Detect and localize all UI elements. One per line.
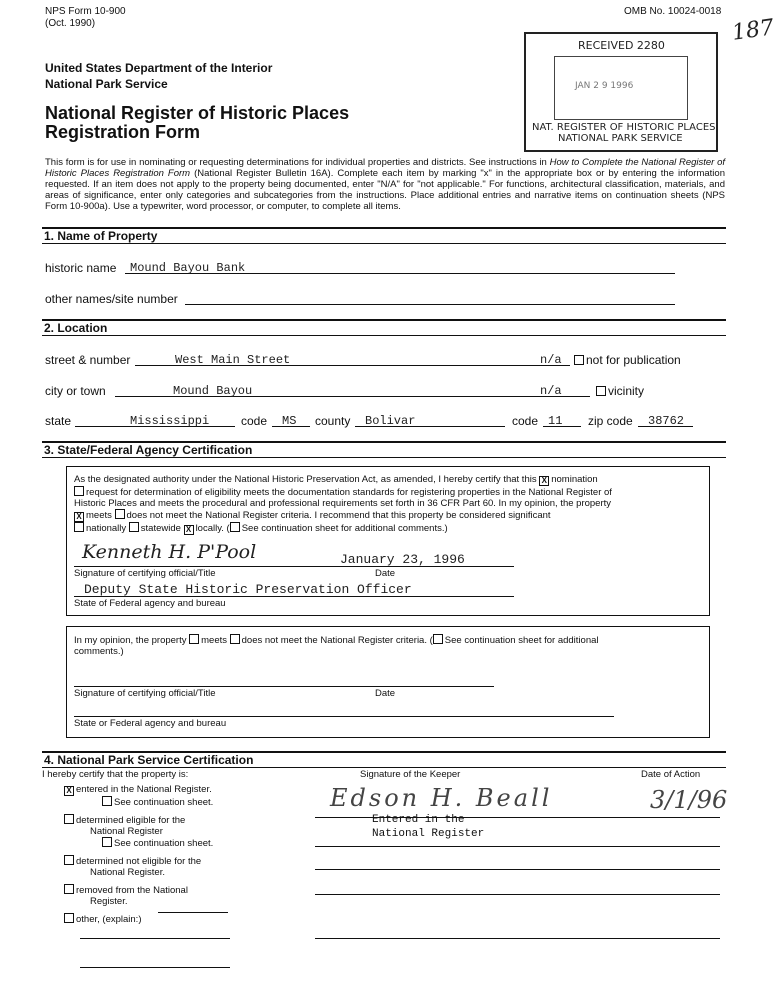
- form-title-line2: Registration Form: [45, 122, 201, 142]
- stamp-line1: NAT. REGISTER OF HISTORIC PLACES: [532, 122, 716, 133]
- signature-line-2: [74, 686, 494, 687]
- section1-heading: 1. Name of Property: [42, 227, 726, 244]
- eligible-continuation-checkbox[interactable]: [102, 837, 112, 847]
- other-names-label: other names/site number: [45, 292, 178, 306]
- locally-checkbox[interactable]: X: [184, 525, 194, 535]
- nomination-checkbox[interactable]: X: [539, 476, 549, 486]
- corner-handwritten-mark: 187: [730, 15, 776, 46]
- intro-paragraph: This form is for use in nominating or requesting determinations for individual properties and districts. See instructions in How to Complete the National Register of Historic Places Registration Form (National Register Bulletin 16A). Complete each item by marking "x" in the appropriate box or by entering the information requested. If an item does not apply to the property being documented, enter "N/A" for "not applicable." For functions, architectural classification, materials, and areas of significance, enter only categories and subcategories from the instructions. Place additional entries and narrative items on continuation sheets (NPS Form 10-900a). Use a typewriter, word processor, or computer, to complete all items.: [45, 157, 726, 212]
- continuation-checkbox[interactable]: [230, 522, 240, 532]
- keeper-label: Signature of the Keeper: [360, 769, 461, 780]
- stamp-line2: NATIONAL PARK SERVICE: [558, 133, 683, 144]
- street-na[interactable]: n/a: [540, 353, 562, 367]
- nationally-checkbox[interactable]: [74, 522, 84, 532]
- date-label-2: Date: [375, 688, 396, 699]
- state-value[interactable]: Mississippi: [130, 414, 210, 428]
- street-value[interactable]: West Main Street: [175, 353, 291, 367]
- signature-label-2: Signature of certifying official/Title: [74, 688, 216, 699]
- signature-line-1: [74, 566, 514, 567]
- state-label: state: [45, 414, 72, 428]
- form-date: (Oct. 1990): [45, 18, 96, 29]
- agency-label-2: State or Federal agency and bureau: [74, 718, 227, 729]
- section2-heading: 2. Location: [42, 319, 726, 336]
- agency-line-1: [74, 596, 514, 597]
- other-names-line: [185, 304, 675, 305]
- opinion-meets-checkbox[interactable]: [189, 634, 199, 644]
- other-explain-line-3: [80, 967, 230, 968]
- agency-line-2: [74, 716, 614, 717]
- date-of-action-label: Date of Action: [641, 769, 701, 780]
- does-not-meet-checkbox[interactable]: [115, 509, 125, 519]
- meets-checkbox[interactable]: X: [74, 512, 84, 522]
- opinion-does-not-meet-checkbox[interactable]: [230, 634, 240, 644]
- not-eligible-checkbox[interactable]: [64, 855, 74, 865]
- certifying-signature: Kenneth H. P'Pool: [82, 541, 257, 563]
- zip-label: zip code: [588, 414, 633, 428]
- keeper-signature: Edson H. Beall: [330, 784, 553, 812]
- received-stamp: [524, 32, 718, 152]
- keeper-line-5: [315, 938, 720, 939]
- other-checkbox[interactable]: [64, 913, 74, 923]
- county-label: county: [315, 414, 351, 428]
- county-code-value[interactable]: 11: [548, 414, 563, 428]
- stamp-date: JAN 2 9 1996: [575, 81, 634, 91]
- state-code-label: code: [241, 414, 268, 428]
- entered-continuation-checkbox[interactable]: [102, 796, 112, 806]
- certification-paragraph: As the designated authority under the National Historic Preservation Act, as amended, I hereby certify that this X nomination request for determination of eligibility meets the documentation standards for registering properties in the National Register of Historic Places and meets the procedural and professional requirements set forth in 36 CFR Part 60. In my opinion, the property X meets does not meet the National Register criteria. I recommend that this property be considered significant nationally statewide X locally. ( See continuation sheet for additional comments.): [74, 474, 612, 534]
- state-code-value[interactable]: MS: [282, 414, 297, 428]
- historic-name-value[interactable]: Mound Bayou Bank: [130, 261, 246, 275]
- vicinity-checkbox[interactable]: [596, 386, 606, 396]
- determination-checkbox[interactable]: [74, 486, 84, 496]
- county-value[interactable]: Bolivar: [365, 414, 416, 428]
- keeper-line-4: [315, 894, 720, 895]
- street-label: street & number: [45, 353, 131, 367]
- entered-stamp-line2: National Register: [372, 828, 485, 840]
- vicinity[interactable]: vicinity: [596, 384, 644, 398]
- removed-checkbox[interactable]: [64, 884, 74, 894]
- other-explain-line-2: [80, 938, 230, 939]
- not-for-publication[interactable]: not for publication: [574, 353, 681, 367]
- opinion-continuation-checkbox[interactable]: [433, 634, 443, 644]
- stamp-received: RECEIVED 2280: [578, 39, 665, 52]
- department-name: United States Department of the Interior: [45, 61, 273, 75]
- county-code-label: code: [512, 414, 539, 428]
- zip-value[interactable]: 38762: [648, 414, 685, 428]
- section3-heading: 3. State/Federal Agency Certification: [42, 441, 726, 458]
- other-explain-line-1: [158, 912, 228, 913]
- historic-name-label: historic name: [45, 261, 117, 275]
- entered-checkbox[interactable]: X: [64, 786, 74, 796]
- city-value[interactable]: Mound Bayou: [173, 384, 253, 398]
- nps-options: X entered in the National Register. See continuation sheet. determined eligible for the National Register See continuation sheet. determined not eligible for the National Register. removed from the National Register. other, (explain:): [64, 784, 304, 925]
- statewide-checkbox[interactable]: [129, 522, 139, 532]
- keeper-line-3: [315, 869, 720, 870]
- city-label: city or town: [45, 384, 106, 398]
- action-date-value[interactable]: 3/1/96: [650, 786, 728, 814]
- stamp-inner-box: [554, 56, 688, 120]
- opinion-paragraph: In my opinion, the property meets does not meet the National Register criteria. ( See continuation sheet for additional comments.): [74, 635, 599, 657]
- omb-number: OMB No. 10024-0018: [624, 6, 722, 17]
- certification-date-value[interactable]: January 23, 1996: [340, 552, 465, 567]
- eligible-checkbox[interactable]: [64, 814, 74, 824]
- entered-stamp-line1: Entered in the: [372, 814, 465, 826]
- official-title-value[interactable]: Deputy State Historic Preservation Officer: [84, 582, 412, 597]
- form-title-line1: National Register of Historic Places: [45, 103, 350, 123]
- service-name: National Park Service: [45, 77, 168, 91]
- date-label-1: Date: [375, 568, 396, 579]
- form-number: NPS Form 10-900: [45, 6, 126, 17]
- agency-label-1: State of Federal agency and bureau: [74, 598, 226, 609]
- keeper-line-2: [315, 846, 720, 847]
- keeper-intro: I hereby certify that the property is:: [42, 769, 189, 780]
- signature-label-1: Signature of certifying official/Title: [74, 568, 216, 579]
- section4-heading: 4. National Park Service Certification: [42, 751, 726, 768]
- not-for-publication-checkbox[interactable]: [574, 355, 584, 365]
- city-na[interactable]: n/a: [540, 384, 562, 398]
